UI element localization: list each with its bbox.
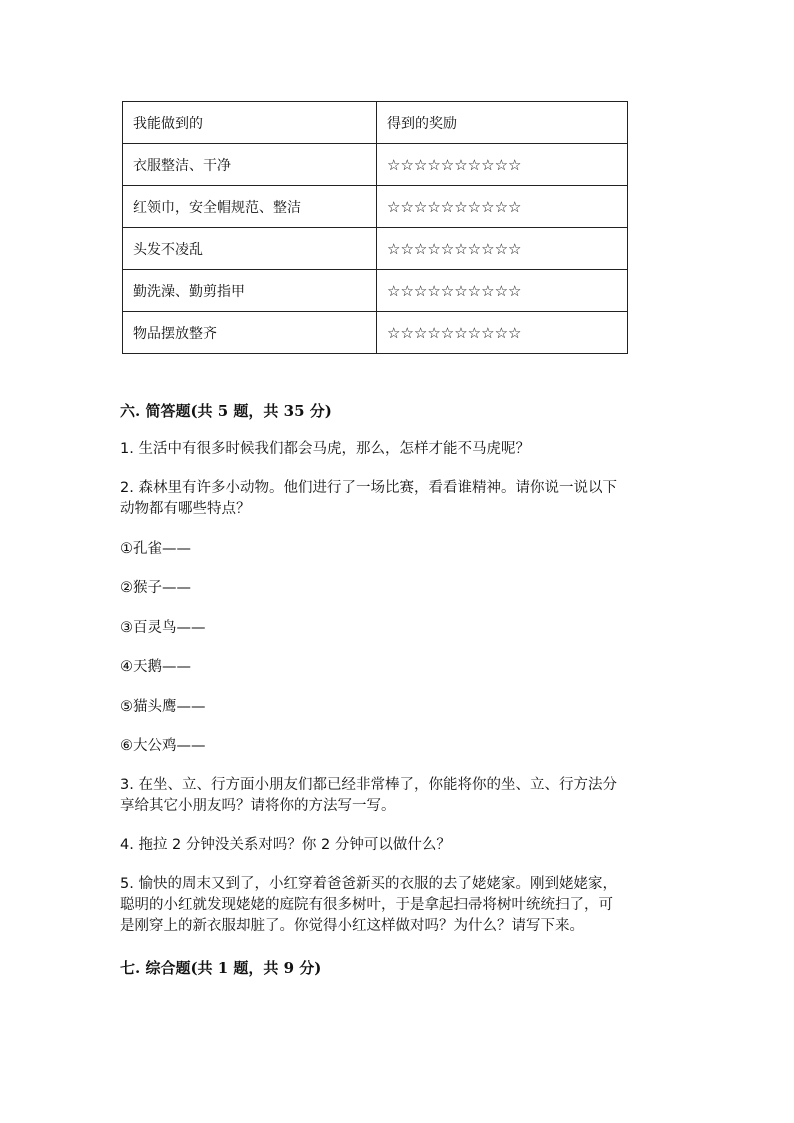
- table-row: [123, 312, 628, 354]
- table-cell-stars: ☆☆☆☆☆☆☆☆☆☆: [377, 144, 628, 186]
- question-5-line-2: 聪明的小红就发现姥姥的庭院有很多树叶，于是拿起扫帚将树叶统统扫了，可: [120, 897, 613, 913]
- question-5-line-1: 5. 愉快的周末又到了，小红穿着爸爸新买的衣服的去了姥姥家。刚到姥姥家，: [120, 876, 617, 892]
- animal-item: ②猴子——: [120, 580, 191, 596]
- table-header-cell: 我能做到的: [123, 102, 377, 144]
- table-cell-item: 红领巾，安全帽规范、整洁: [123, 186, 377, 228]
- question-1: 1. 生活中有很多时候我们都会马虎，那么，怎样才能不马虎呢？: [120, 441, 530, 457]
- table-row: [123, 144, 628, 186]
- reward-table: [122, 101, 628, 354]
- question-3-line-2: 享给其它小朋友吗？请将你的方法写一写。: [120, 798, 396, 814]
- question-2-line-1: 2. 森林里有许多小动物。他们进行了一场比赛，看看谁精神。请你说一说以下: [120, 480, 617, 496]
- table-cell-item: 头发不凌乱: [123, 228, 377, 270]
- animal-item: ①孔雀——: [120, 541, 191, 557]
- animal-item: ③百灵鸟——: [120, 620, 206, 636]
- table-cell-stars: ☆☆☆☆☆☆☆☆☆☆: [377, 270, 628, 312]
- table-row: [123, 228, 628, 270]
- table-header-row: [123, 102, 628, 144]
- question-2-line-2: 动物都有哪些特点？: [120, 501, 251, 517]
- table-cell-item: 物品摆放整齐: [123, 312, 377, 354]
- table-row: [123, 270, 628, 312]
- animal-item: ④天鹅——: [120, 659, 191, 675]
- question-3-line-1: 3. 在坐、立、行方面小朋友们都已经非常棒了，你能将你的坐、立、行方法分: [120, 777, 617, 793]
- table-cell-stars: ☆☆☆☆☆☆☆☆☆☆: [377, 186, 628, 228]
- question-5-line-3: 是刚穿上的新衣服却脏了。你觉得小红这样做对吗？为什么？请写下来。: [120, 918, 584, 934]
- question-4: 4. 拖拉 2 分钟没关系对吗？你 2 分钟可以做什么？: [120, 837, 451, 853]
- table-cell-item: 衣服整洁、干净: [123, 144, 377, 186]
- animal-item: ⑤猫头鹰——: [120, 699, 206, 715]
- table-cell-stars: ☆☆☆☆☆☆☆☆☆☆: [377, 228, 628, 270]
- section-7-heading: 七. 综合题(共 1 题，共 9 分): [120, 959, 322, 977]
- animal-item: ⑥大公鸡——: [120, 738, 206, 754]
- table-header-cell: 得到的奖励: [377, 102, 628, 144]
- table-cell-stars: ☆☆☆☆☆☆☆☆☆☆: [377, 312, 628, 354]
- section-6-heading: 六. 简答题(共 5 题，共 35 分): [120, 402, 332, 420]
- table-row: [123, 186, 628, 228]
- table-cell-item: 勤洗澡、勤剪指甲: [123, 270, 377, 312]
